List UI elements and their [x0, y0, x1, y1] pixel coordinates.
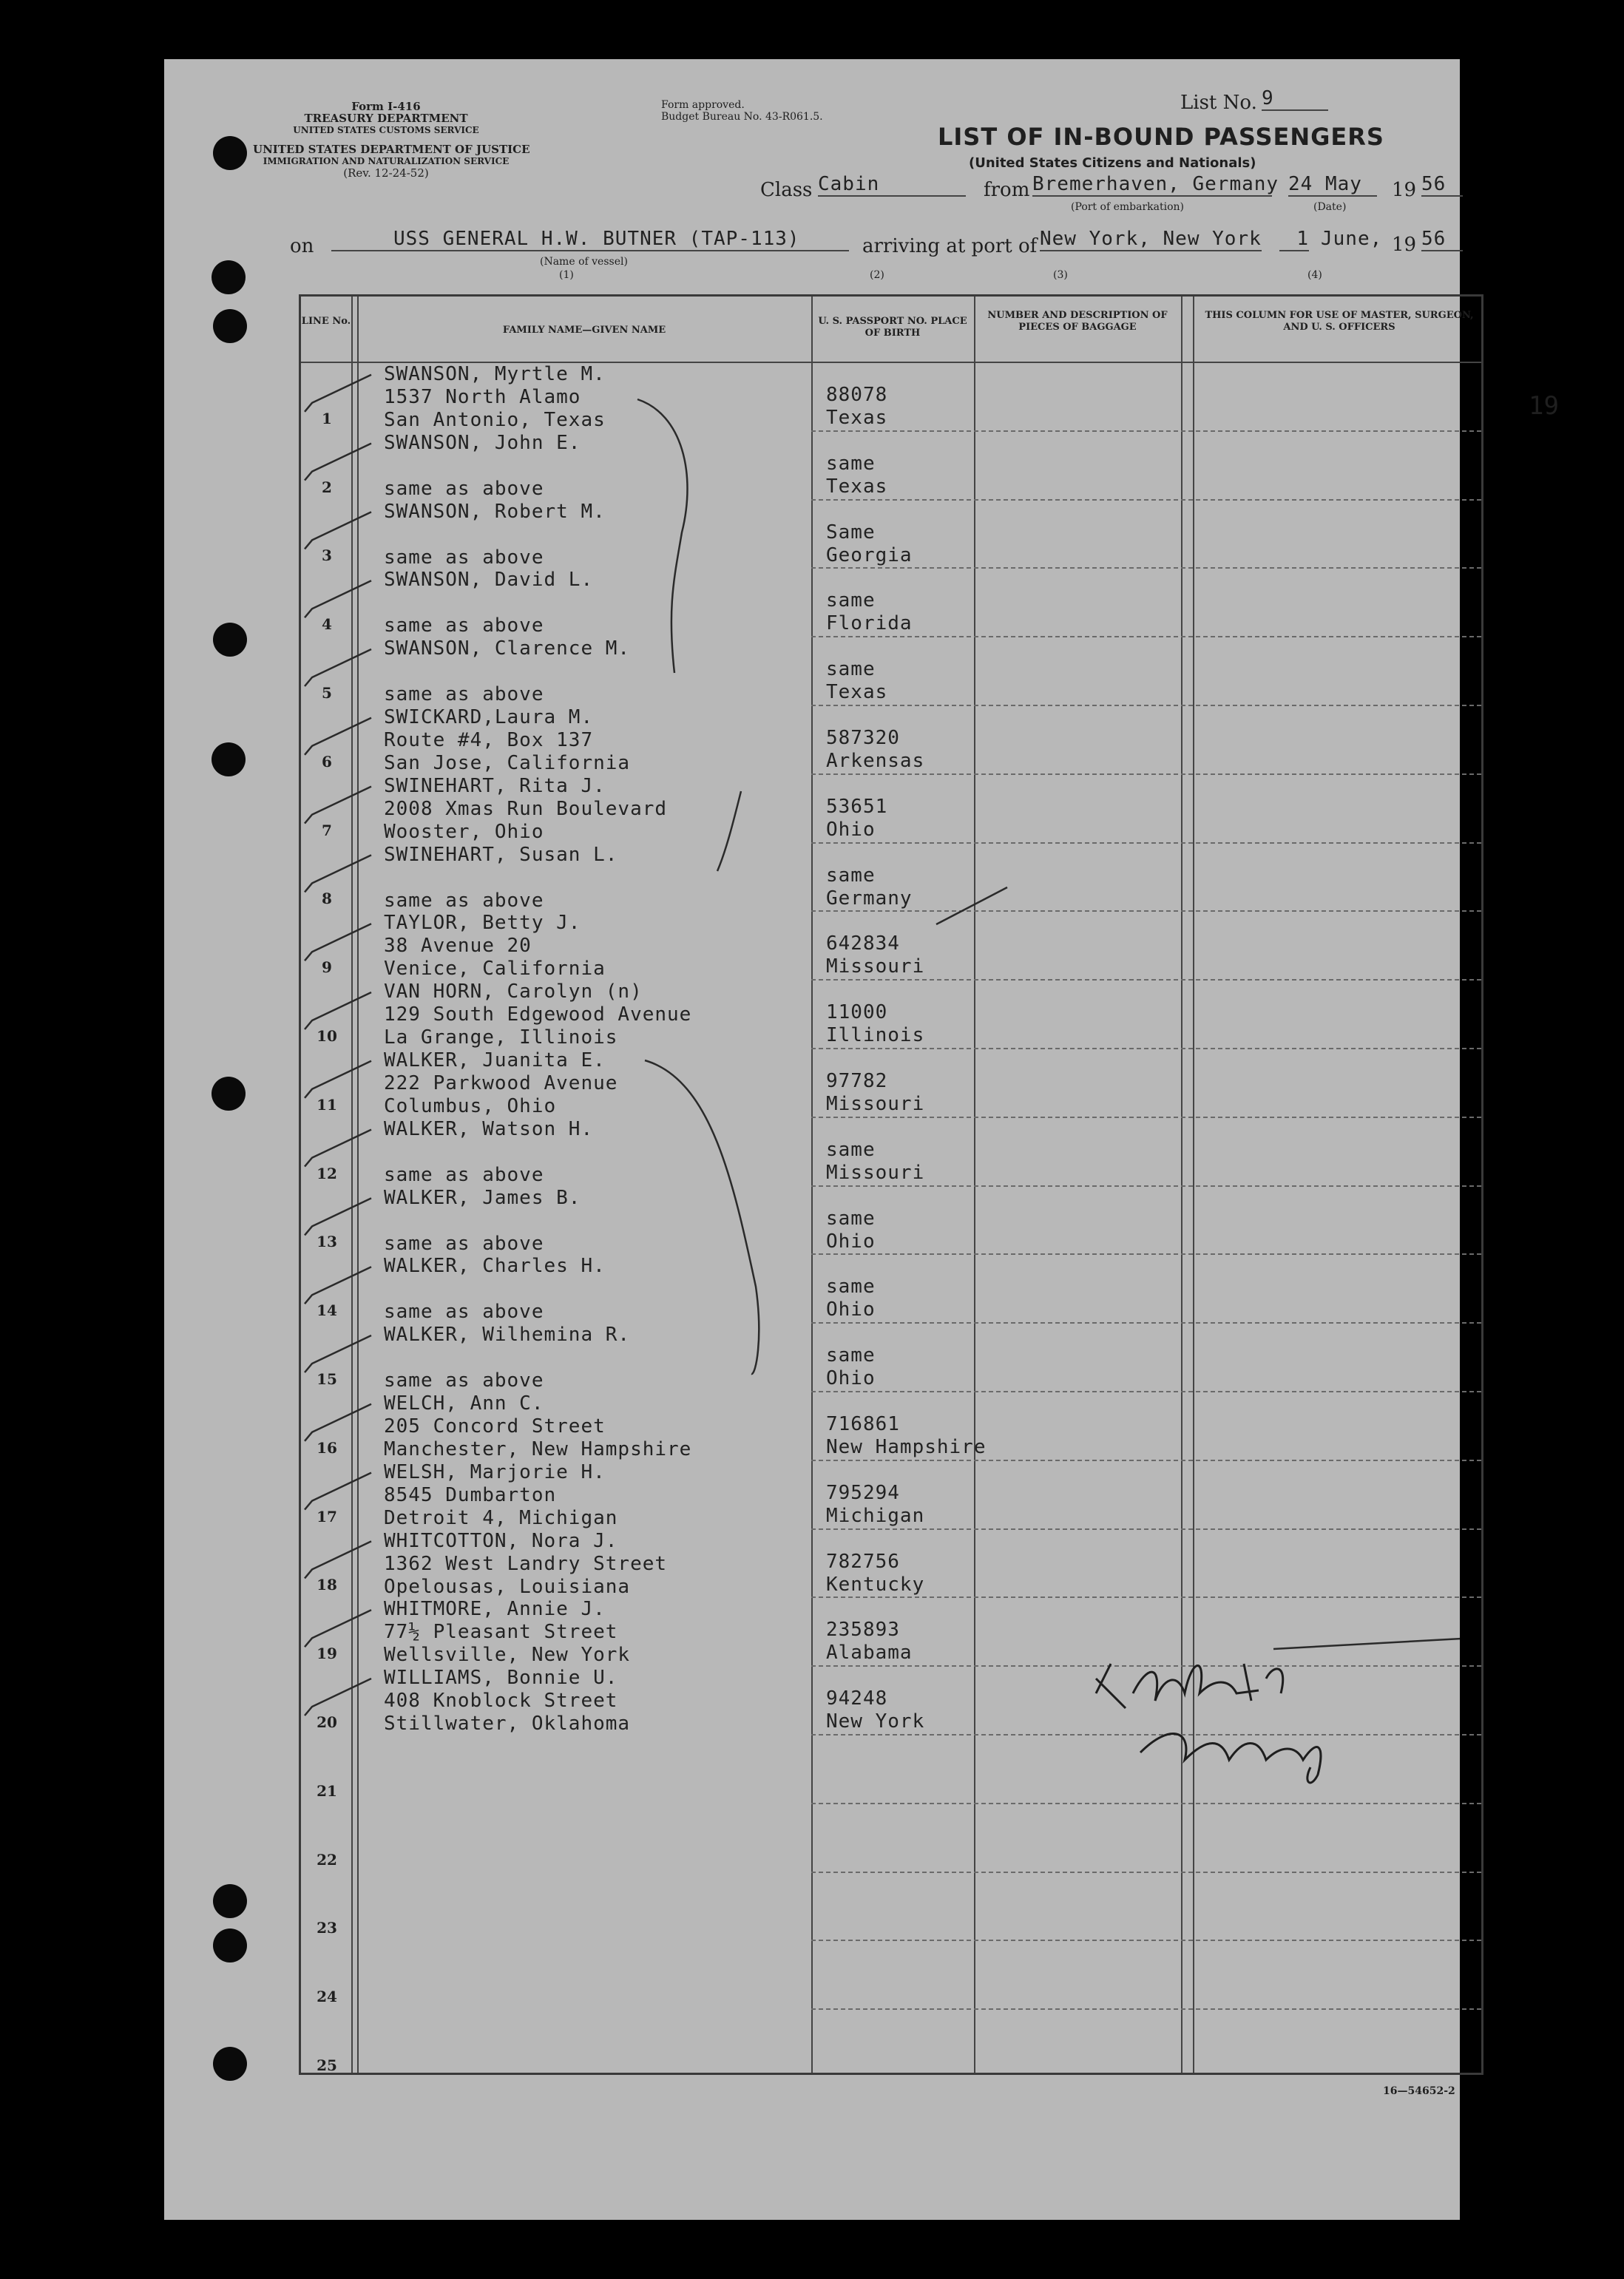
line-number: 3 — [322, 546, 332, 565]
line-number: 1 — [322, 409, 332, 427]
passport-and-birthplace: same Ohio — [826, 1207, 876, 1253]
embarkation-date: 24 May — [1288, 173, 1377, 197]
line-number: 23 — [317, 1919, 337, 1937]
form-approved: Form approved. — [661, 99, 745, 111]
line-number: 17 — [317, 1507, 337, 1525]
header-name: FAMILY NAME—GIVEN NAME — [502, 325, 666, 336]
passport-and-birthplace: 97782 Missouri — [826, 1070, 925, 1115]
passport-and-birthplace: 782756 Kentucky — [826, 1550, 925, 1596]
class-label: Class — [760, 179, 813, 201]
check-mark — [305, 1473, 371, 1510]
line-number: 11 — [317, 1095, 337, 1114]
check-mark — [305, 580, 371, 617]
line-number: 20 — [317, 1713, 337, 1731]
passenger-entry: SWANSON, Clarence M. same as above — [384, 637, 631, 706]
check-mark — [305, 649, 371, 686]
line-number: 14 — [317, 1301, 337, 1320]
passport-and-birthplace: 88078 Texas — [826, 384, 888, 429]
embarkation-port: Bremerhaven, Germany — [1032, 173, 1279, 195]
date-year: 56 — [1421, 173, 1463, 197]
signature — [1081, 1634, 1421, 1797]
passport-and-birthplace: same Ohio — [826, 1276, 876, 1321]
check-bracket — [637, 399, 688, 673]
passenger-entry: WELCH, Ann C. 205 Concord Street Manchester, New Hampshire — [384, 1392, 692, 1460]
line-number: 15 — [317, 1370, 337, 1388]
check-mark — [305, 375, 371, 412]
department-treasury: TREASURY DEPARTMENT — [304, 112, 468, 125]
page-title: LIST OF IN-BOUND PASSENGERS — [938, 123, 1384, 151]
header-officers: THIS COLUMN FOR USE OF MASTER, SURGEON, AND U. S. OFFICERS — [1205, 310, 1474, 333]
line-number: 13 — [317, 1233, 337, 1251]
passenger-entry: WHITMORE, Annie J. 77½ Pleasant Street Wellsville, New York — [384, 1598, 631, 1667]
passenger-entry: WHITCOTTON, Nora J. 1362 West Landry Street Opelousas, Louisiana — [384, 1529, 668, 1598]
passenger-entry: WALKER, Wilhemina R. same as above — [384, 1324, 631, 1392]
form-number: Form I-416 — [351, 100, 421, 113]
passenger-entry: VAN HORN, Carolyn (n) 129 South Edgewood Avenue La Grange, Illinois — [384, 981, 692, 1049]
passport-and-birthplace: 642834 Missouri — [826, 932, 925, 978]
passport-and-birthplace: 795294 Michigan — [826, 1481, 925, 1527]
line-number: 16 — [317, 1438, 337, 1457]
vessel-caption: (Name of vessel) — [540, 256, 628, 268]
line-number: 6 — [322, 752, 332, 771]
passenger-entry: SWINEHART, Rita J. 2008 Xmas Run Boulevard Wooster, Ohio — [384, 774, 668, 843]
passport-and-birthplace: same Missouri — [826, 1138, 925, 1184]
document-page — [164, 59, 1559, 2220]
date-year-prefix: 19 — [1392, 179, 1417, 201]
pen-marks — [164, 59, 1460, 2220]
check-mark — [305, 924, 371, 961]
revision: (Rev. 12-24-52) — [343, 166, 429, 180]
passport-and-birthplace: 11000 Illinois — [826, 1001, 925, 1047]
passport-and-birthplace: same Germany — [826, 864, 913, 910]
arrival-year: 56 — [1421, 228, 1463, 251]
check-mark — [305, 1610, 371, 1647]
embarkation-caption: (Port of embarkation) — [1071, 201, 1184, 213]
line-number: 19 — [317, 1645, 337, 1663]
line-number: 18 — [317, 1576, 337, 1594]
check-mark — [305, 1061, 371, 1098]
line-number: 9 — [322, 958, 332, 977]
check-mark — [305, 787, 371, 824]
passport-and-birthplace: same Ohio — [826, 1344, 876, 1390]
line-number: 21 — [317, 1781, 337, 1800]
check-mark — [305, 1404, 371, 1441]
arrival-month: June, — [1321, 228, 1383, 250]
check-bracket — [645, 1060, 759, 1374]
check-mark — [305, 855, 371, 892]
check-mark — [305, 1130, 371, 1167]
page-subtitle: (United States Citizens and Nationals) — [969, 155, 1256, 171]
passport-and-birthplace: Same Georgia — [826, 521, 913, 566]
line-number: 5 — [322, 684, 332, 702]
form-footer-code: 16—54652-2 — [1383, 2085, 1455, 2097]
from-label: from — [984, 179, 1030, 201]
check-mark — [305, 1541, 371, 1578]
budget-bureau: Budget Bureau No. 43-R061.5. — [661, 111, 823, 123]
passport-and-birthplace: 94248 New York — [826, 1687, 925, 1733]
line-number: 7 — [322, 821, 332, 839]
line-number: 22 — [317, 1850, 337, 1869]
check-mark — [305, 1679, 371, 1716]
vessel-column-number: (1) — [559, 269, 574, 281]
header-passport: U. S. PASSPORT NO. PLACE OF BIRTH — [818, 316, 967, 339]
line-number: 24 — [317, 1988, 337, 2006]
check-mark — [305, 1335, 371, 1372]
arrival-day: 1 — [1279, 228, 1309, 251]
check-mark — [717, 791, 741, 871]
line-number: 8 — [322, 890, 332, 908]
passenger-entry: WALKER, Charles H. same as above — [384, 1255, 606, 1324]
header-line-no: LINE No. — [301, 316, 351, 327]
passenger-entry: WILLIAMS, Bonnie U. 408 Knoblock Street Stillwater, Oklahoma — [384, 1667, 631, 1736]
arriving-label: arriving at port of — [862, 235, 1038, 257]
passport-and-birthplace: 716861 New Hampshire — [826, 1413, 987, 1458]
officer-annotation: 19 — [1529, 391, 1559, 421]
passenger-entry: SWINEHART, Susan L. same as above — [384, 843, 618, 912]
check-mark — [305, 1267, 371, 1304]
passport-and-birthplace: 587320 Arkensas — [826, 727, 925, 772]
list-label: List No. — [1180, 92, 1257, 114]
port-column-number: (3) — [1053, 269, 1068, 281]
check-mark — [305, 718, 371, 755]
passenger-entry: WALKER, Watson H. same as above — [384, 1117, 594, 1186]
passenger-entry: WELSH, Marjorie H. 8545 Dumbarton Detroit 4, Michigan — [384, 1460, 618, 1529]
arrival-column-number: (2) — [870, 269, 884, 281]
class-value: Cabin — [818, 173, 966, 197]
arrival-year-prefix: 19 — [1392, 234, 1417, 256]
passenger-entry: SWANSON, Robert M. same as above — [384, 500, 606, 569]
passport-and-birthplace: 235893 Alabama — [826, 1619, 913, 1665]
on-label: on — [290, 235, 314, 257]
vessel-name: USS GENERAL H.W. BUTNER (TAP-113) — [331, 228, 849, 251]
customs-service: UNITED STATES CUSTOMS SERVICE — [293, 125, 479, 135]
passenger-entry: WALKER, James B. same as above — [384, 1186, 581, 1255]
list-number: 9 — [1262, 87, 1328, 111]
passenger-entry: SWANSON, David L. same as above — [384, 569, 594, 637]
passenger-entry: TAYLOR, Betty J. 38 Avenue 20 Venice, California — [384, 912, 606, 981]
check-mark — [305, 1198, 371, 1235]
department-justice: UNITED STATES DEPARTMENT OF JUSTICE — [253, 143, 530, 156]
passenger-entry: WALKER, Juanita E. 222 Parkwood Avenue Columbus, Ohio — [384, 1049, 618, 1117]
header-baggage: NUMBER AND DESCRIPTION OF PIECES OF BAGGAGE — [987, 310, 1168, 333]
check-mark — [305, 992, 371, 1029]
date-caption: (Date) — [1313, 201, 1347, 213]
check-mark — [305, 512, 371, 549]
passport-and-birthplace: same Texas — [826, 658, 888, 704]
arrival-port: New York, New York — [1040, 228, 1262, 250]
check-mark — [936, 887, 1007, 924]
passenger-entry: SWANSON, John E. same as above — [384, 431, 581, 500]
passenger-entry: SWICKARD,Laura M. Route #4, Box 137 San Jose, California — [384, 706, 631, 774]
passport-and-birthplace: same Texas — [826, 452, 888, 498]
immigration-service: IMMIGRATION AND NATURALIZATION SERVICE — [263, 156, 510, 166]
line-number: 10 — [317, 1027, 337, 1045]
line-number: 4 — [322, 615, 332, 634]
line-number: 12 — [317, 1164, 337, 1182]
arrival-date-column-number: (4) — [1307, 269, 1322, 281]
passport-and-birthplace: 53651 Ohio — [826, 795, 888, 841]
line-number: 2 — [322, 478, 332, 496]
check-mark — [305, 444, 371, 481]
line-number: 25 — [317, 2056, 337, 2074]
passenger-entry: SWANSON, Myrtle M. 1537 North Alamo San Antonio, Texas — [384, 363, 606, 431]
passport-and-birthplace: same Florida — [826, 589, 913, 635]
